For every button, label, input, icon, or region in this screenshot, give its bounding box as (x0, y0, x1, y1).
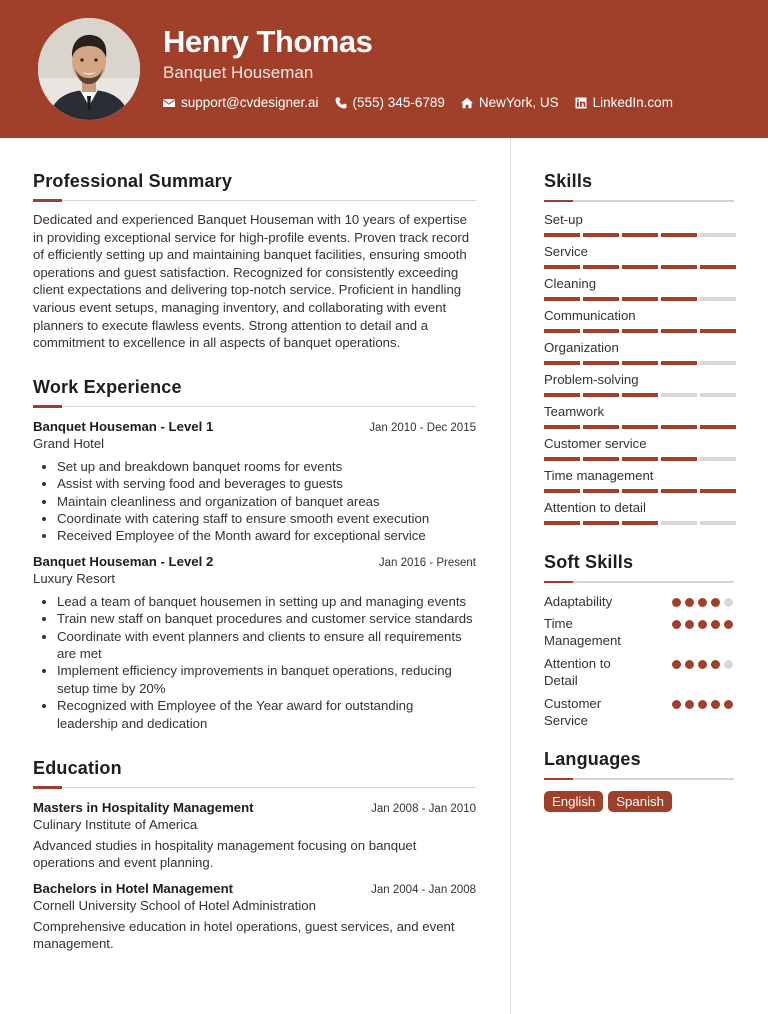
skill-name: Problem-solving (544, 372, 639, 387)
contact-phone-text: (555) 345-6789 (352, 95, 445, 110)
skill-segment-filled (661, 457, 697, 461)
skill-name: Time management (544, 468, 654, 483)
skill-segment-empty (700, 297, 736, 301)
skill-segment-empty (700, 457, 736, 461)
skill-segment-filled (583, 361, 619, 365)
section-title: Professional Summary (33, 171, 233, 191)
skill-level-bar (544, 425, 736, 429)
skill-item (544, 244, 734, 276)
skill-item (544, 436, 734, 468)
languages-section (544, 749, 734, 812)
job-employer: Luxury Resort (33, 570, 116, 586)
skill-level-bar (544, 233, 736, 237)
skill-segment-empty (700, 393, 736, 397)
skill-segment-filled (583, 297, 619, 301)
skill-level-bar (544, 393, 736, 397)
soft-skill-rating (672, 660, 733, 669)
contact-phone[interactable] (335, 95, 445, 110)
rating-dot-filled (685, 598, 694, 607)
skill-segment-empty (700, 521, 736, 525)
section-rule (544, 200, 734, 202)
skill-name: Customer service (544, 436, 647, 451)
list-item: Assist with serving food and beverages to guests (39, 475, 476, 492)
rating-dot-empty (724, 598, 733, 607)
side-column (544, 171, 734, 812)
skill-segment-filled (583, 425, 619, 429)
job-title: Banquet Houseman - Level 1 (33, 418, 214, 434)
section-title: Languages (544, 749, 641, 769)
rating-dot-filled (685, 660, 694, 669)
list-item: Coordinate with event planners and clients to ensure all requirements are met (39, 628, 476, 663)
soft-skill-rating (672, 598, 733, 607)
skill-segment-filled (661, 297, 697, 301)
contact-linkedin[interactable] (575, 95, 673, 110)
skill-segment-filled (583, 457, 619, 461)
skill-segment-filled (622, 265, 658, 269)
skill-segment-filled (661, 329, 697, 333)
skill-segment-filled (583, 393, 619, 397)
skill-segment-filled (661, 265, 697, 269)
rating-dot-filled (672, 620, 681, 629)
skill-name: Attention to detail (544, 500, 646, 515)
soft-skill-name: Customer Service (544, 696, 602, 729)
skill-name: Organization (544, 340, 619, 355)
rating-dot-empty (724, 660, 733, 669)
skill-segment-filled (661, 489, 697, 493)
job-employer: Grand Hotel (33, 435, 105, 451)
skill-segment-empty (700, 233, 736, 237)
skill-segment-filled (622, 521, 658, 525)
list-item: Recognized with Employee of the Year award for outstanding leadership and dedication (39, 697, 476, 732)
soft-skills-list (544, 593, 734, 735)
skill-level-bar (544, 521, 736, 525)
skill-segment-filled (544, 297, 580, 301)
envelope-icon (163, 97, 175, 109)
skill-name: Communication (544, 308, 636, 323)
skill-segment-filled (583, 233, 619, 237)
skill-segment-filled (622, 425, 658, 429)
soft-skills-section (544, 552, 734, 735)
soft-skill-item (544, 695, 734, 735)
skill-segment-filled (544, 265, 580, 269)
list-item: Received Employee of the Month award for exceptional service (39, 527, 476, 544)
profile-photo (38, 18, 140, 120)
school-name: Cornell University School of Hotel Administration (33, 897, 316, 913)
skill-segment-filled (661, 425, 697, 429)
contact-email[interactable] (163, 95, 319, 110)
rating-dot-filled (685, 620, 694, 629)
skill-segment-filled (544, 425, 580, 429)
rating-dot-filled (672, 660, 681, 669)
avatar (38, 18, 140, 120)
rating-dot-filled (672, 598, 681, 607)
job-dates: Jan 2010 - Dec 2015 (369, 421, 476, 434)
contact-location (461, 95, 559, 110)
rating-dot-filled (724, 700, 733, 709)
skill-item (544, 372, 734, 404)
skill-segment-filled (622, 233, 658, 237)
skill-segment-filled (622, 457, 658, 461)
skill-segment-empty (661, 393, 697, 397)
language-list (544, 791, 734, 812)
education-entry (33, 881, 476, 953)
candidate-title: Banquet Houseman (163, 63, 314, 82)
contact-linkedin-text: LinkedIn.com (592, 95, 673, 110)
skill-item (544, 404, 734, 436)
candidate-name: Henry Thomas (163, 24, 373, 59)
soft-skill-rating (672, 620, 733, 629)
resume-header (0, 0, 768, 138)
skill-name: Cleaning (544, 276, 597, 291)
skill-segment-filled (583, 265, 619, 269)
job-dates: Jan 2016 - Present (378, 556, 476, 569)
skill-segment-filled (583, 521, 619, 525)
skill-segment-filled (661, 361, 697, 365)
skill-segment-filled (622, 361, 658, 365)
rating-dot-filled (698, 700, 707, 709)
skill-item (544, 276, 734, 308)
main-column (33, 171, 476, 953)
home-icon (461, 97, 473, 109)
skill-item (544, 308, 734, 340)
list-item: Maintain cleanliness and organization of banquet areas (39, 493, 476, 510)
skill-segment-filled (544, 521, 580, 525)
summary-text: Dedicated and experienced Banquet Houseman with 10 years of expertise in providing exceptional service for high-profile events. Proven track record of efficiently setting up and maintaining banquet facilities, ensuring smooth operations and guest satisfaction. Recognized for consistently exceeding client expectations and delivering top-notch service. Proficient in handling various event setups, managing inventory, and collaborating with event planners to execute flawless events. Strong attention to detail and a commitment to excellence in all aspects of banquet operations. (33, 212, 470, 351)
list-item: Train new staff on banquet procedures and customer service standards (39, 610, 476, 627)
soft-skill-name: Adaptability (544, 594, 613, 609)
section-rule (33, 200, 476, 201)
soft-skill-item (544, 655, 734, 695)
skills-section (544, 171, 734, 532)
school-name: Culinary Institute of America (33, 817, 198, 833)
soft-skill-name: Time Management (544, 616, 621, 649)
contact-list (163, 95, 673, 110)
education-entry (33, 800, 476, 872)
section-rule (33, 787, 476, 788)
rating-dot-filled (698, 620, 707, 629)
skill-segment-filled (622, 329, 658, 333)
contact-email-text: support@cvdesigner.ai (181, 95, 319, 110)
soft-skill-name: Attention to Detail (544, 656, 611, 689)
rating-dot-filled (685, 700, 694, 709)
skill-level-bar (544, 329, 736, 333)
section-title: Skills (544, 171, 593, 191)
education-description: Comprehensive education in hotel operations, guest services, and event management. (33, 918, 455, 952)
education-dates: Jan 2004 - Jan 2008 (371, 883, 476, 896)
skill-name: Service (544, 244, 588, 259)
skill-segment-filled (700, 329, 736, 333)
skill-segment-filled (700, 265, 736, 269)
rating-dot-filled (698, 660, 707, 669)
degree-title: Masters in Hospitality Management (33, 800, 254, 816)
job-entry (33, 419, 476, 545)
language-badge: English (544, 791, 603, 812)
education-dates: Jan 2008 - Jan 2010 (371, 803, 476, 816)
education-section (33, 758, 476, 953)
job-title: Banquet Houseman - Level 2 (33, 553, 214, 569)
skill-item (544, 212, 734, 244)
skill-segment-filled (544, 489, 580, 493)
skill-level-bar (544, 457, 736, 461)
skill-segment-filled (622, 393, 658, 397)
skill-segment-empty (661, 521, 697, 525)
skill-item (544, 468, 734, 500)
rating-dot-filled (711, 660, 720, 669)
skill-segment-filled (700, 425, 736, 429)
job-bullets (33, 593, 476, 732)
rating-dot-filled (724, 620, 733, 629)
education-description: Advanced studies in hospitality management focusing on banquet operations and event planning. (33, 838, 417, 871)
degree-title: Bachelors in Hotel Management (33, 880, 234, 896)
section-rule (544, 581, 734, 583)
skill-item (544, 500, 734, 532)
rating-dot-filled (711, 620, 720, 629)
language-badge: Spanish (608, 791, 672, 812)
skill-segment-filled (622, 297, 658, 301)
list-item: Implement efficiency improvements in banquet operations, reducing setup time by 20% (39, 662, 476, 697)
work-experience-section (33, 377, 476, 732)
skill-level-bar (544, 265, 736, 269)
phone-icon (335, 97, 347, 109)
job-entry (33, 554, 476, 732)
skill-segment-filled (661, 233, 697, 237)
skill-segment-filled (544, 361, 580, 365)
list-item: Set up and breakdown banquet rooms for events (39, 458, 476, 475)
section-title: Work Experience (33, 376, 182, 397)
skill-name: Set-up (544, 212, 583, 227)
skill-name: Teamwork (544, 404, 605, 419)
section-rule (33, 406, 476, 407)
list-item: Coordinate with catering staff to ensure smooth event execution (39, 510, 476, 527)
job-bullets (33, 458, 476, 545)
skill-segment-filled (544, 393, 580, 397)
linkedin-icon (575, 97, 587, 109)
section-rule (544, 778, 734, 780)
rating-dot-filled (711, 598, 720, 607)
skill-segment-empty (700, 361, 736, 365)
section-title: Soft Skills (544, 552, 634, 572)
skill-item (544, 340, 734, 372)
skill-segment-filled (622, 489, 658, 493)
professional-summary-section (33, 171, 476, 352)
soft-skill-rating (672, 700, 733, 709)
skill-segment-filled (544, 233, 580, 237)
list-item: Lead a team of banquet housemen in setting up and managing events (39, 593, 476, 610)
skill-segment-filled (544, 329, 580, 333)
skills-list (544, 212, 734, 532)
contact-location-text: NewYork, US (478, 95, 559, 110)
rating-dot-filled (711, 700, 720, 709)
skill-level-bar (544, 297, 736, 301)
rating-dot-filled (672, 700, 681, 709)
skill-level-bar (544, 489, 736, 493)
skill-segment-filled (700, 489, 736, 493)
rating-dot-filled (698, 598, 707, 607)
column-divider (510, 138, 511, 1014)
skill-segment-filled (583, 489, 619, 493)
skill-segment-filled (544, 457, 580, 461)
soft-skill-item (544, 593, 734, 615)
section-title: Education (33, 758, 122, 779)
skill-segment-filled (583, 329, 619, 333)
soft-skill-item (544, 615, 734, 655)
skill-level-bar (544, 361, 736, 365)
